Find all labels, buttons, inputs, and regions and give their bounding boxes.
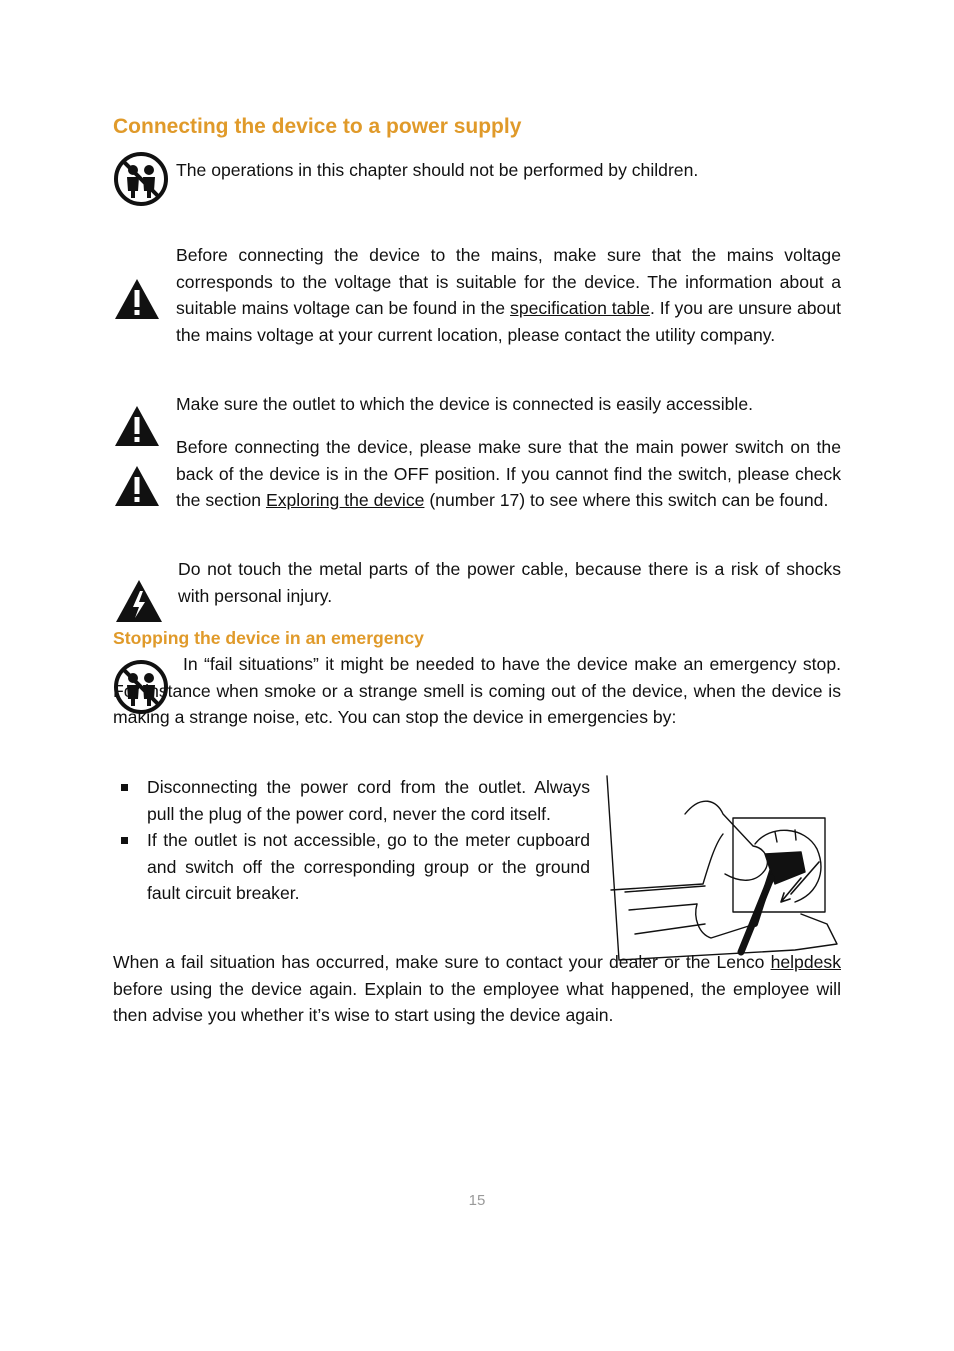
helpdesk-link[interactable]: helpdesk: [770, 952, 841, 972]
specification-table-link[interactable]: specification table: [510, 298, 650, 318]
closing-paragraph: When a fail situation has occurred, make sure to contact your dealer or the Lenco helpdesk before using the device again. Explain to the employee what happened, the employee will then advise you whether it’s wise to start using the device again.: [113, 952, 841, 1025]
metal-warning: Do not touch the metal parts of the power cable, because there is a risk of shocks with personal injury.: [178, 559, 841, 606]
exploring-device-link[interactable]: Exploring the device: [265, 490, 425, 510]
emergency-title: Stopping the device in an emergency: [113, 628, 424, 648]
outlet-note: Make sure the outlet to which the device is connected is easily accessible.: [176, 394, 753, 414]
voltage-paragraph: Before connecting the device to the mains, make sure that the mains voltage corresponds to the voltage that is suitable for the device. The information about a suitable mains voltage can be found in the specification table. If you are unsure about the mains voltage at your current location, please contact the utility company.: [176, 245, 841, 345]
emergency-steps-list: [113, 774, 590, 907]
no-children-icon: [113, 151, 169, 207]
section-title: Connecting the device to a power supply: [113, 115, 522, 138]
switch-paragraph: Before connecting the device, please make sure that the main power switch on the back of the device is in the OFF position. If you cannot find the switch, please check the section Exploring the device (number 17) to see where this switch can be found.: [176, 437, 841, 510]
page-number: 15: [468, 1192, 486, 1209]
warning-triangle-icon: [113, 464, 161, 508]
children-note: The operations in this chapter should not be performed by children.: [176, 160, 699, 180]
warning-triangle-icon: [113, 277, 161, 321]
list-item: If the outlet is not accessible, go to the meter cupboard and switch off the corresponding group or the ground fault circuit breaker.: [113, 827, 590, 907]
list-item: Disconnecting the power cord from the outlet. Always pull the plug of the power cord, never the cord itself.: [113, 774, 590, 827]
electric-shock-icon: [114, 578, 164, 624]
unplug-illustration: [605, 774, 841, 964]
emergency-intro: In “fail situations” it might be needed to have the device make an emergency stop. For instance when smoke or a strange smell is coming out of the device, when the device is making a strange noise, etc. You can stop the device in emergencies by:: [113, 654, 841, 727]
warning-triangle-icon: [113, 404, 161, 448]
